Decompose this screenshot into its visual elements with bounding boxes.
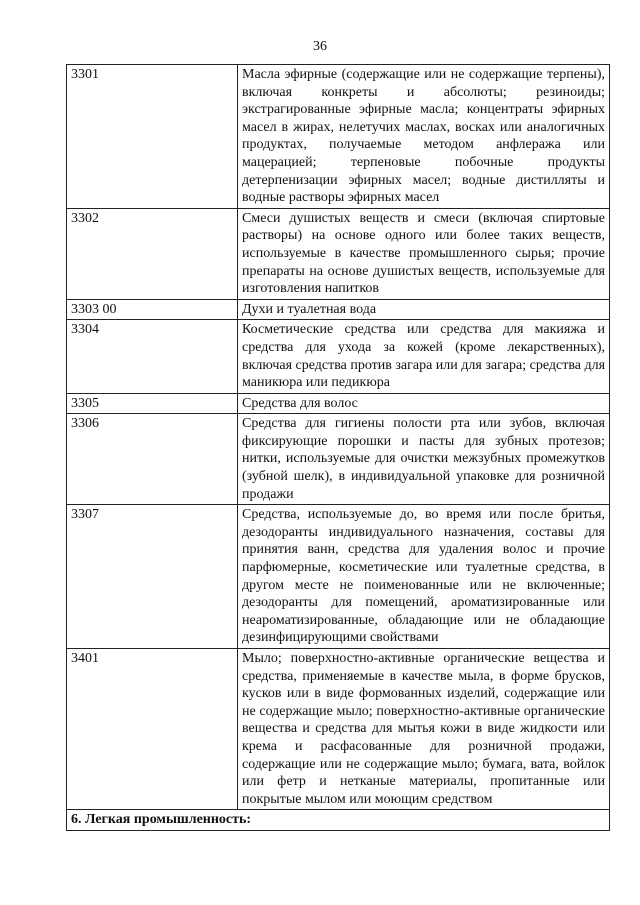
table-row	[67, 65, 610, 209]
table-row	[67, 208, 610, 299]
code-cell: 3301	[67, 65, 238, 209]
code-cell: 3305	[67, 393, 238, 414]
table-row	[67, 299, 610, 320]
customs-codes-table	[66, 64, 610, 831]
description-cell: Средства, используемые до, во время или после бритья, дезодоранты индивидуального назначения, составы для принятия ванн, средства для удаления волос и прочие парфюмерные, косметические или туалетные средства, в другом месте не поименованные или не включенные; дезодоранты для помещений, ароматизированные или неароматизированные, обладающие или не обладающие дезинфицирующими свойствами	[238, 505, 610, 649]
table-row	[67, 414, 610, 505]
code-cell: 3302	[67, 208, 238, 299]
page-number: 36	[313, 39, 327, 54]
description-cell: Средства для гигиены полости рта или зубов, включая фиксирующие порошки и пасты для зубных протезов; нитки, используемые для очистки межзубных промежутков (зубной шелк), в индивидуальной упаковке для розничной продажи	[238, 414, 610, 505]
code-cell: 3303 00	[67, 299, 238, 320]
table-row	[67, 320, 610, 393]
description-cell: Средства для волос	[238, 393, 610, 414]
code-cell: 3307	[67, 505, 238, 649]
code-cell: 3304	[67, 320, 238, 393]
description-cell: Косметические средства или средства для макияжа и средства для ухода за кожей (кроме лекарственных), включая средства против загара или для загара; средства для маникюра или педикюра	[238, 320, 610, 393]
table-row	[67, 649, 610, 810]
description-cell: Масла эфирные (содержащие или не содержащие терпены), включая конкреты и абсолюты; резиноиды; экстрагированные эфирные масла; концентраты эфирных масел в жирах, нелетучих маслах, восках или аналогичных продуктах, получаемые методом анфлеража или мацерацией; терпеновые побочные продукты детерпенизации эфирных масел; водные дистилляты и водные растворы эфирных масел	[238, 65, 610, 209]
section-heading: 6. Легкая промышленность:	[67, 810, 610, 831]
code-cell: 3401	[67, 649, 238, 810]
table-row	[67, 505, 610, 649]
code-cell: 3306	[67, 414, 238, 505]
description-cell: Мыло; поверхностно-активные органические вещества и средства, применяемые в качестве мыла, в форме брусков, кусков или в виде формованных изделий, содержащие или не содержащие мыло; поверхностно-активные органические вещества и средства для мытья кожи в виде жидкости или крема и расфасованные для розничной продажи, содержащие или не содержащие мыло; бумага, вата, войлок или фетр и нетканые материалы, пропитанные или покрытые мылом или моющим средством	[238, 649, 610, 810]
description-cell: Духи и туалетная вода	[238, 299, 610, 320]
description-cell: Смеси душистых веществ и смеси (включая спиртовые растворы) на основе одного или более таких веществ, используемые в качестве промышленного сырья; прочие препараты на основе душистых веществ, используемые для изготовления напитков	[238, 208, 610, 299]
table-row	[67, 393, 610, 414]
section-heading-row	[67, 810, 610, 831]
